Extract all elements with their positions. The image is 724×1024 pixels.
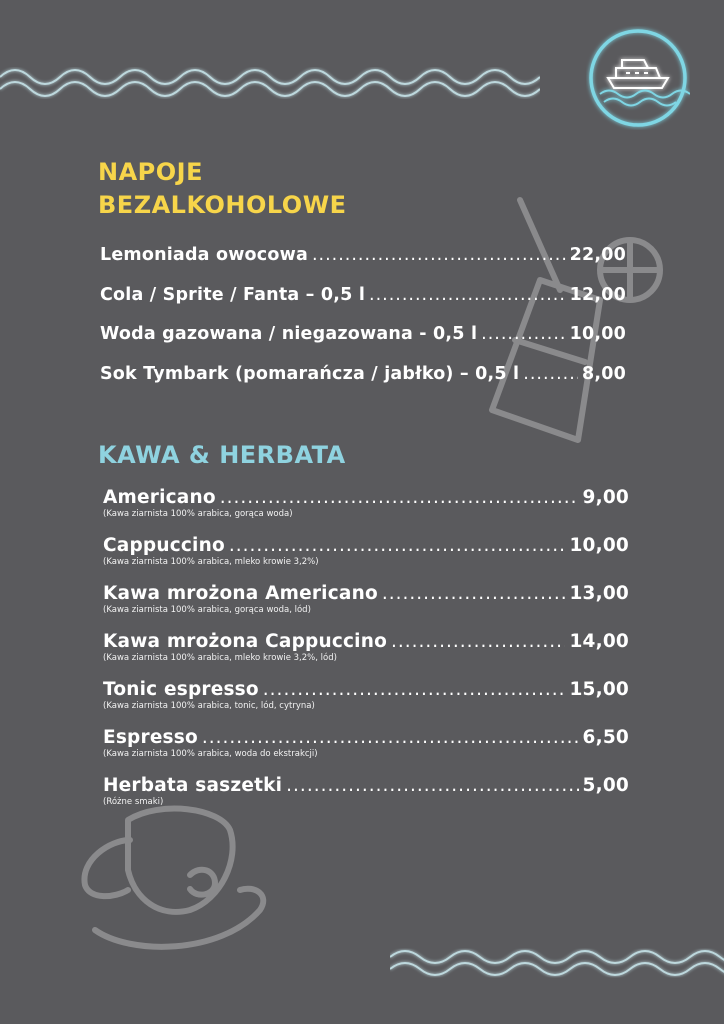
menu-item [103, 679, 629, 727]
menu-item [100, 364, 626, 404]
dot-leader [229, 535, 566, 556]
item-price: 8,00 [582, 363, 626, 384]
item-description: (Kawa ziarnista 100% arabica, woda do ekstrakcji) [103, 749, 318, 759]
dot-leader [286, 775, 578, 796]
dot-leader [382, 583, 566, 604]
ship-icon [586, 26, 690, 130]
menu-item [103, 487, 629, 535]
item-name: Kawa mrożona Cappuccino [103, 631, 387, 652]
wave-icon [390, 945, 724, 995]
dot-leader [202, 727, 579, 748]
item-name: Cola / Sprite / Fanta – 0,5 l [100, 284, 366, 305]
item-price: 10,00 [569, 535, 629, 556]
menu-list-napoje [100, 245, 626, 403]
item-description: (Kawa ziarnista 100% arabica, tonic, lód, cytryna) [103, 701, 315, 711]
item-price: 5,00 [582, 775, 629, 796]
item-price: 13,00 [569, 583, 629, 604]
menu-item [103, 583, 629, 631]
item-price: 6,50 [582, 727, 629, 748]
item-description: (Kawa ziarnista 100% arabica, mleko krowie 3,2%, lód) [103, 653, 337, 663]
item-price: 22,00 [569, 245, 626, 265]
menu-item [103, 727, 629, 775]
item-name: Kawa mrożona Americano [103, 583, 378, 604]
dot-leader [369, 285, 566, 305]
menu-item [103, 775, 629, 823]
item-price: 12,00 [569, 284, 626, 305]
item-name: Espresso [103, 727, 198, 748]
heading-line: BEZALKOHOLOWE [98, 191, 347, 219]
item-name: Lemoniada owocowa [100, 245, 308, 265]
item-name: Americano [103, 487, 216, 508]
menu-item [100, 285, 626, 325]
section-heading-kawa: KAWA & HERBATA [98, 441, 346, 469]
item-description: (Kawa ziarnista 100% arabica, gorąca woda, lód) [103, 605, 311, 615]
dot-leader [481, 324, 565, 344]
menu-item [103, 631, 629, 679]
item-name: Woda gazowana / niegazowana - 0,5 l [100, 324, 478, 344]
item-name: Herbata saszetki [103, 775, 283, 796]
dot-leader [220, 487, 579, 508]
menu-list-kawa [103, 487, 629, 823]
item-description: (Różne smaki) [103, 797, 164, 807]
item-price: 9,00 [582, 487, 629, 508]
dot-leader [523, 364, 578, 384]
item-name: Tonic espresso [103, 679, 259, 700]
dot-leader [312, 245, 566, 265]
item-name: Sok Tymbark (pomarańcza / jabłko) – 0,5 l [100, 363, 520, 384]
item-price: 10,00 [569, 324, 626, 344]
dot-leader [391, 631, 565, 652]
item-name: Cappuccino [103, 535, 225, 556]
item-description: (Kawa ziarnista 100% arabica, gorąca woda) [103, 509, 293, 519]
menu-item [100, 324, 626, 364]
menu-item [100, 245, 626, 285]
dot-leader [263, 679, 566, 700]
item-price: 15,00 [569, 679, 629, 700]
heading-line: NAPOJE [98, 158, 203, 186]
menu-item [103, 535, 629, 583]
item-description: (Kawa ziarnista 100% arabica, mleko krowie 3,2%) [103, 557, 319, 567]
item-price: 14,00 [569, 631, 629, 652]
wave-icon [0, 55, 540, 105]
section-heading-napoje [98, 156, 418, 222]
